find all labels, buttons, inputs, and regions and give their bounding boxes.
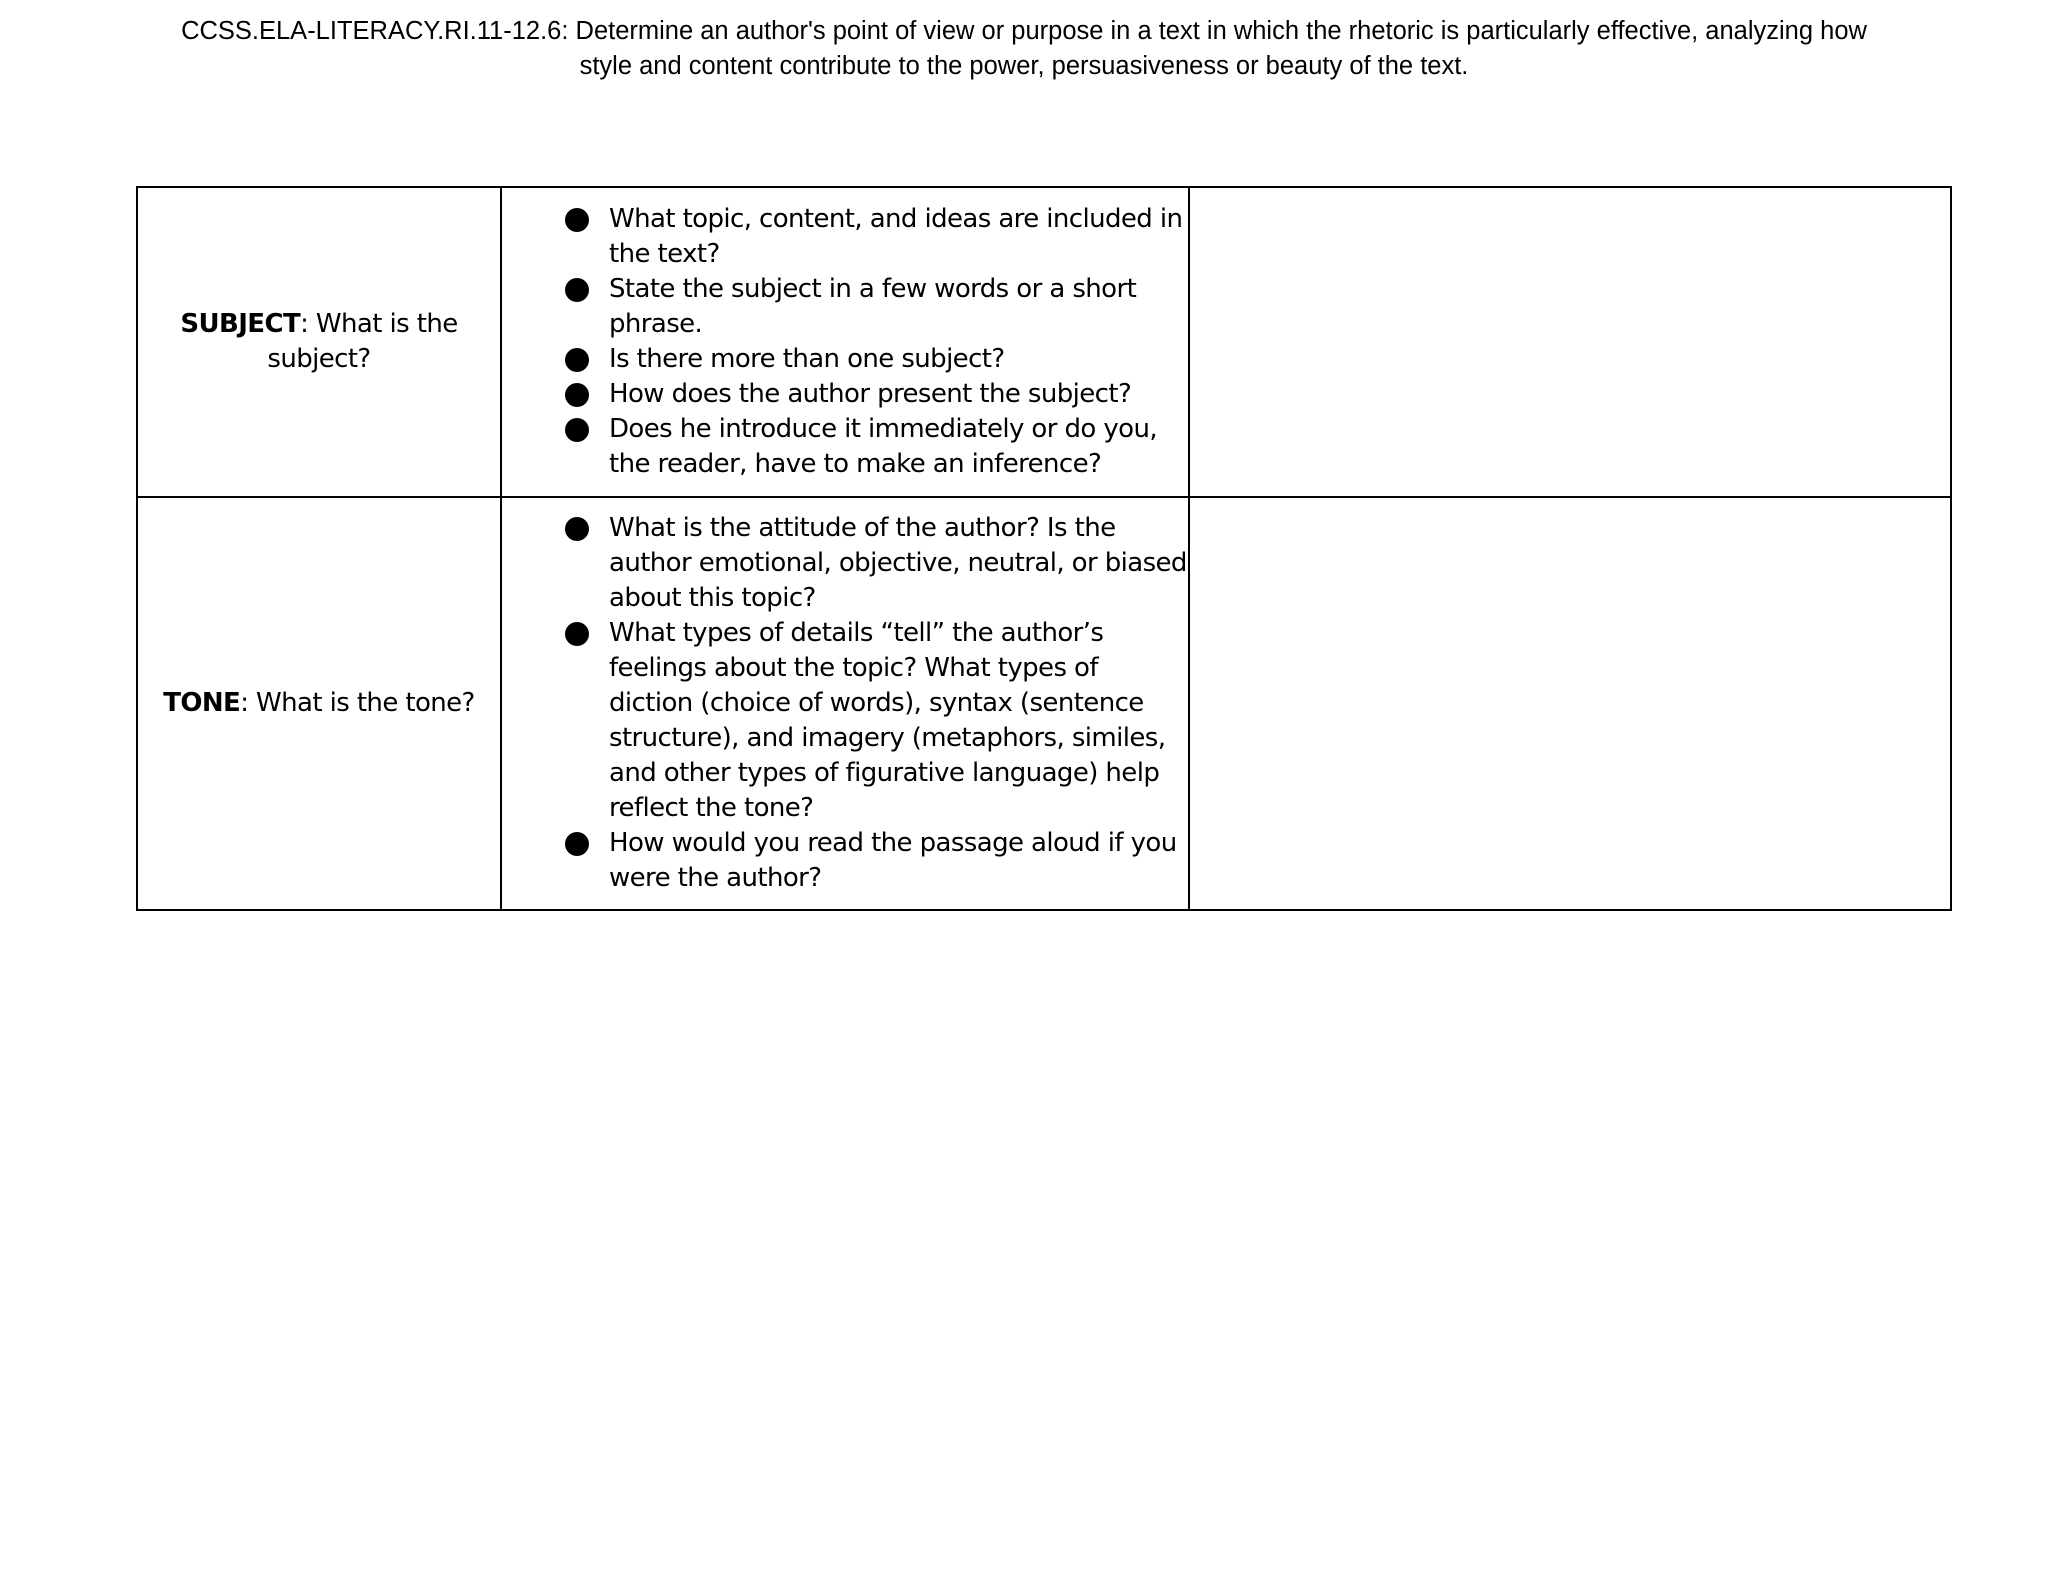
question-text: What topic, content, and ideas are included in the text? [609, 204, 1183, 269]
list-item [502, 616, 1188, 826]
tone-label-question: : What is the tone? [240, 688, 475, 718]
subject-label-cell [137, 187, 501, 497]
bullet-icon [565, 622, 589, 646]
subject-response-cell[interactable] [1189, 187, 1951, 497]
bullet-icon [565, 208, 589, 232]
subject-question-list [502, 202, 1188, 482]
question-text: Does he introduce it immediately or do you, the reader, have to make an inference? [609, 414, 1157, 479]
subject-label-question: : What is the subject? [267, 309, 458, 374]
bullet-icon [565, 832, 589, 856]
table-row-subject [137, 187, 1951, 497]
bullet-icon [565, 348, 589, 372]
question-text: State the subject in a few words or a short phrase. [609, 274, 1137, 339]
question-text: Is there more than one subject? [609, 344, 1005, 374]
list-item [502, 377, 1188, 412]
list-item [502, 511, 1188, 616]
bullet-icon [565, 418, 589, 442]
list-item [502, 826, 1188, 896]
bullet-icon [565, 517, 589, 541]
subject-questions-cell [501, 187, 1189, 497]
question-text: How does the author present the subject? [609, 379, 1132, 409]
list-item [502, 342, 1188, 377]
table-row-tone [137, 497, 1951, 910]
analysis-table [136, 186, 1952, 911]
tone-question-list [502, 511, 1188, 896]
bullet-icon [565, 278, 589, 302]
list-item [502, 202, 1188, 272]
subject-label-key: SUBJECT [180, 309, 301, 339]
tone-response-cell[interactable] [1189, 497, 1951, 910]
bullet-icon [565, 383, 589, 407]
list-item [502, 272, 1188, 342]
tone-label-key: TONE [163, 688, 241, 718]
standard-description: CCSS.ELA-LITERACY.RI.11-12.6: Determine an author's point of view or purpose in a text in which the rhetoric is particularly effective, analyzing how style and content contribute to the power, persuasiveness or beauty of the text. [181, 17, 1867, 80]
question-text: How would you read the passage aloud if you were the author? [609, 828, 1177, 893]
tone-questions-cell [501, 497, 1189, 910]
question-text: What types of details “tell” the author’s feelings about the topic? What types of diction (choice of words), syntax (sentence structure), and imagery (metaphors, similes, and other types of figurative language) help reflect the tone? [609, 618, 1166, 823]
question-text: What is the attitude of the author? Is the author emotional, objective, neutral, or biased about this topic? [609, 513, 1187, 613]
tone-label-cell [137, 497, 501, 910]
list-item [502, 412, 1188, 482]
